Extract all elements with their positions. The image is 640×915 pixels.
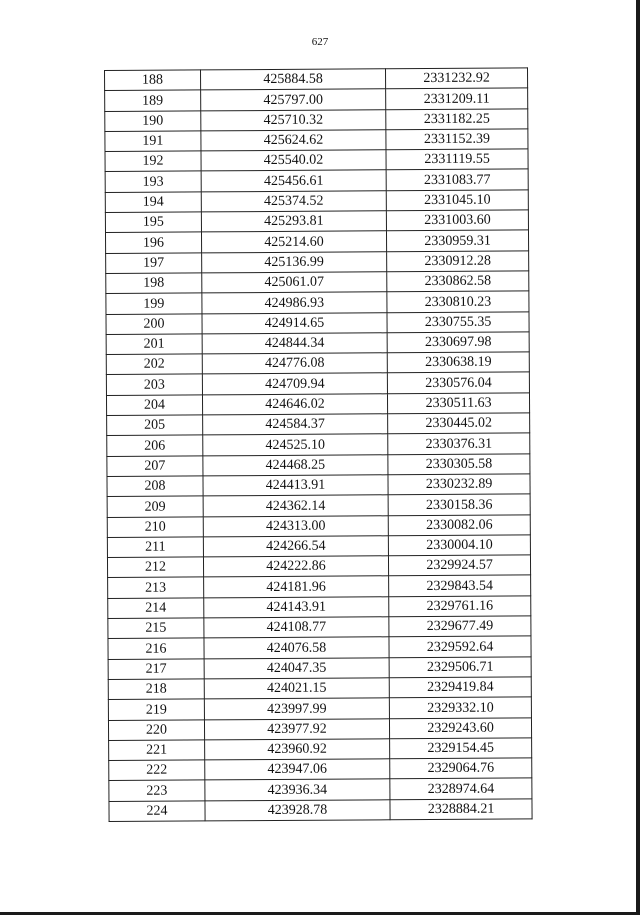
point-number-cell: 203 [106,374,202,395]
point-number-cell: 221 [109,740,205,761]
point-number-cell: 190 [105,111,201,132]
point-number-cell: 200 [106,313,202,334]
table-row [106,251,529,274]
y-coordinate-cell: 2330158.36 [388,494,530,515]
y-coordinate-cell: 2331119.55 [386,149,528,170]
table-row [105,169,528,192]
point-number-cell: 196 [105,232,201,253]
x-coordinate-cell: 424468.25 [203,454,388,475]
page-number: 627 [311,36,329,48]
point-number-cell: 197 [106,253,202,274]
y-coordinate-cell: 2330959.31 [387,230,529,251]
point-number-cell: 199 [106,293,202,314]
point-number-cell: 188 [105,70,201,91]
y-coordinate-cell: 2331003.60 [386,210,528,231]
y-coordinate-cell: 2330755.35 [387,311,529,332]
point-number-cell: 193 [105,171,201,192]
table-row [106,311,529,334]
y-coordinate-cell: 2331152.39 [386,129,528,150]
y-coordinate-cell: 2328974.64 [390,778,532,799]
table-row [106,352,529,375]
point-number-cell: 210 [107,516,203,537]
y-coordinate-cell: 2330082.06 [388,514,530,535]
x-coordinate-cell: 424222.86 [203,556,388,577]
table-row [106,393,529,416]
y-coordinate-cell: 2329154.45 [390,738,532,759]
y-coordinate-cell: 2329419.84 [389,677,531,698]
y-coordinate-cell: 2329843.54 [389,575,531,596]
point-number-cell: 208 [107,476,203,497]
x-coordinate-cell: 423947.06 [205,759,390,780]
table-row [107,514,530,537]
x-coordinate-cell: 423997.99 [204,698,389,719]
x-coordinate-cell: 425624.62 [201,130,386,151]
point-number-cell: 202 [106,354,202,375]
point-number-cell: 207 [107,456,203,477]
point-number-cell: 224 [109,801,205,822]
point-number-cell: 214 [108,598,204,619]
table-row [107,413,530,436]
x-coordinate-cell: 423960.92 [204,739,389,760]
x-coordinate-cell: 425061.07 [202,272,387,293]
x-coordinate-cell: 424986.93 [202,292,387,313]
y-coordinate-cell: 2331182.25 [386,109,528,130]
x-coordinate-cell: 425540.02 [201,150,386,171]
x-coordinate-cell: 424914.65 [202,312,387,333]
point-number-cell: 195 [105,212,201,233]
table-row [108,717,531,740]
y-coordinate-cell: 2329243.60 [390,717,532,738]
point-number-cell: 192 [105,151,201,172]
coordinate-table-body [105,68,533,822]
table-row [105,68,528,91]
table-row [105,190,528,213]
point-number-cell: 218 [108,679,204,700]
y-coordinate-cell: 2331045.10 [386,190,528,211]
x-coordinate-cell: 424362.14 [203,495,388,516]
x-coordinate-cell: 424413.91 [203,475,388,496]
table-row [108,697,531,720]
x-coordinate-cell: 424266.54 [203,536,388,557]
table-row [107,433,530,456]
y-coordinate-cell: 2328884.21 [390,799,532,820]
table-row [109,738,532,761]
y-coordinate-cell: 2330862.58 [387,271,529,292]
x-coordinate-cell: 424584.37 [203,414,388,435]
x-coordinate-cell: 424709.94 [202,373,387,394]
point-number-cell: 205 [107,415,203,436]
y-coordinate-cell: 2329677.49 [389,616,531,637]
table-row [107,535,530,558]
x-coordinate-cell: 424076.58 [204,637,389,658]
table-row [108,657,531,680]
x-coordinate-cell: 424021.15 [204,678,389,699]
table-row [108,677,531,700]
x-coordinate-cell: 424181.96 [204,576,389,597]
table-row [105,149,528,172]
table-row [106,372,529,395]
point-number-cell: 223 [109,780,205,801]
y-coordinate-cell: 2330305.58 [388,454,530,475]
y-coordinate-cell: 2330445.02 [388,413,530,434]
point-number-cell: 213 [108,577,204,598]
point-number-cell: 204 [106,395,202,416]
table-row [107,494,530,517]
x-coordinate-cell: 425456.61 [201,170,386,191]
x-coordinate-cell: 425214.60 [201,231,386,252]
table-row [109,778,532,801]
table-row [106,332,529,355]
x-coordinate-cell: 425293.81 [201,211,386,232]
table-row [105,210,528,233]
x-coordinate-cell: 424525.10 [203,434,388,455]
table-row [105,88,528,111]
table-row [108,616,531,639]
point-number-cell: 211 [107,537,203,558]
point-number-cell: 212 [107,557,203,578]
x-coordinate-cell: 423936.34 [205,779,390,800]
y-coordinate-cell: 2329064.76 [390,758,532,779]
y-coordinate-cell: 2329332.10 [389,697,531,718]
x-coordinate-cell: 423977.92 [204,718,389,739]
y-coordinate-cell: 2330511.63 [388,393,530,414]
table-row [105,230,528,253]
table-row [109,758,532,781]
point-number-cell: 220 [108,719,204,740]
table-row [106,271,529,294]
y-coordinate-cell: 2330697.98 [387,332,529,353]
y-coordinate-cell: 2330576.04 [387,372,529,393]
point-number-cell: 222 [109,760,205,781]
x-coordinate-cell: 425884.58 [200,69,385,90]
y-coordinate-cell: 2329506.71 [389,657,531,678]
y-coordinate-cell: 2330638.19 [387,352,529,373]
y-coordinate-cell: 2329761.16 [389,596,531,617]
x-coordinate-cell: 425797.00 [201,89,386,110]
x-coordinate-cell: 424313.00 [203,515,388,536]
x-coordinate-cell: 425710.32 [201,109,386,130]
x-coordinate-cell: 424143.91 [204,596,389,617]
table-row [105,129,528,152]
table-row [107,555,530,578]
table-row [105,109,528,132]
table-row [107,454,530,477]
x-coordinate-cell: 424776.08 [202,353,387,374]
scan-border-right [636,0,640,915]
y-coordinate-cell: 2330810.23 [387,291,529,312]
point-number-cell: 219 [108,699,204,720]
y-coordinate-cell: 2331232.92 [386,68,528,89]
x-coordinate-cell: 424047.35 [204,657,389,678]
coordinate-table [104,67,533,822]
x-coordinate-cell: 423928.78 [205,799,390,820]
x-coordinate-cell: 425374.52 [201,191,386,212]
point-number-cell: 209 [107,496,203,517]
table-row [106,291,529,314]
point-number-cell: 191 [105,131,201,152]
y-coordinate-cell: 2330912.28 [387,251,529,272]
point-number-cell: 201 [106,334,202,355]
point-number-cell: 215 [108,618,204,639]
x-coordinate-cell: 425136.99 [202,251,387,272]
table-row [108,575,531,598]
point-number-cell: 216 [108,638,204,659]
y-coordinate-cell: 2330004.10 [388,535,530,556]
point-number-cell: 194 [105,192,201,213]
point-number-cell: 206 [107,435,203,456]
table-row [108,596,531,619]
point-number-cell: 217 [108,659,204,680]
y-coordinate-cell: 2329924.57 [389,555,531,576]
y-coordinate-cell: 2330232.89 [388,474,530,495]
y-coordinate-cell: 2329592.64 [389,636,531,657]
point-number-cell: 189 [105,90,201,111]
y-coordinate-cell: 2331209.11 [386,88,528,109]
y-coordinate-cell: 2330376.31 [388,433,530,454]
y-coordinate-cell: 2331083.77 [386,169,528,190]
table-row [107,474,530,497]
x-coordinate-cell: 424844.34 [202,333,387,354]
table-row [109,799,532,822]
x-coordinate-cell: 424646.02 [202,394,387,415]
table-row [108,636,531,659]
x-coordinate-cell: 424108.77 [204,617,389,638]
point-number-cell: 198 [106,273,202,294]
